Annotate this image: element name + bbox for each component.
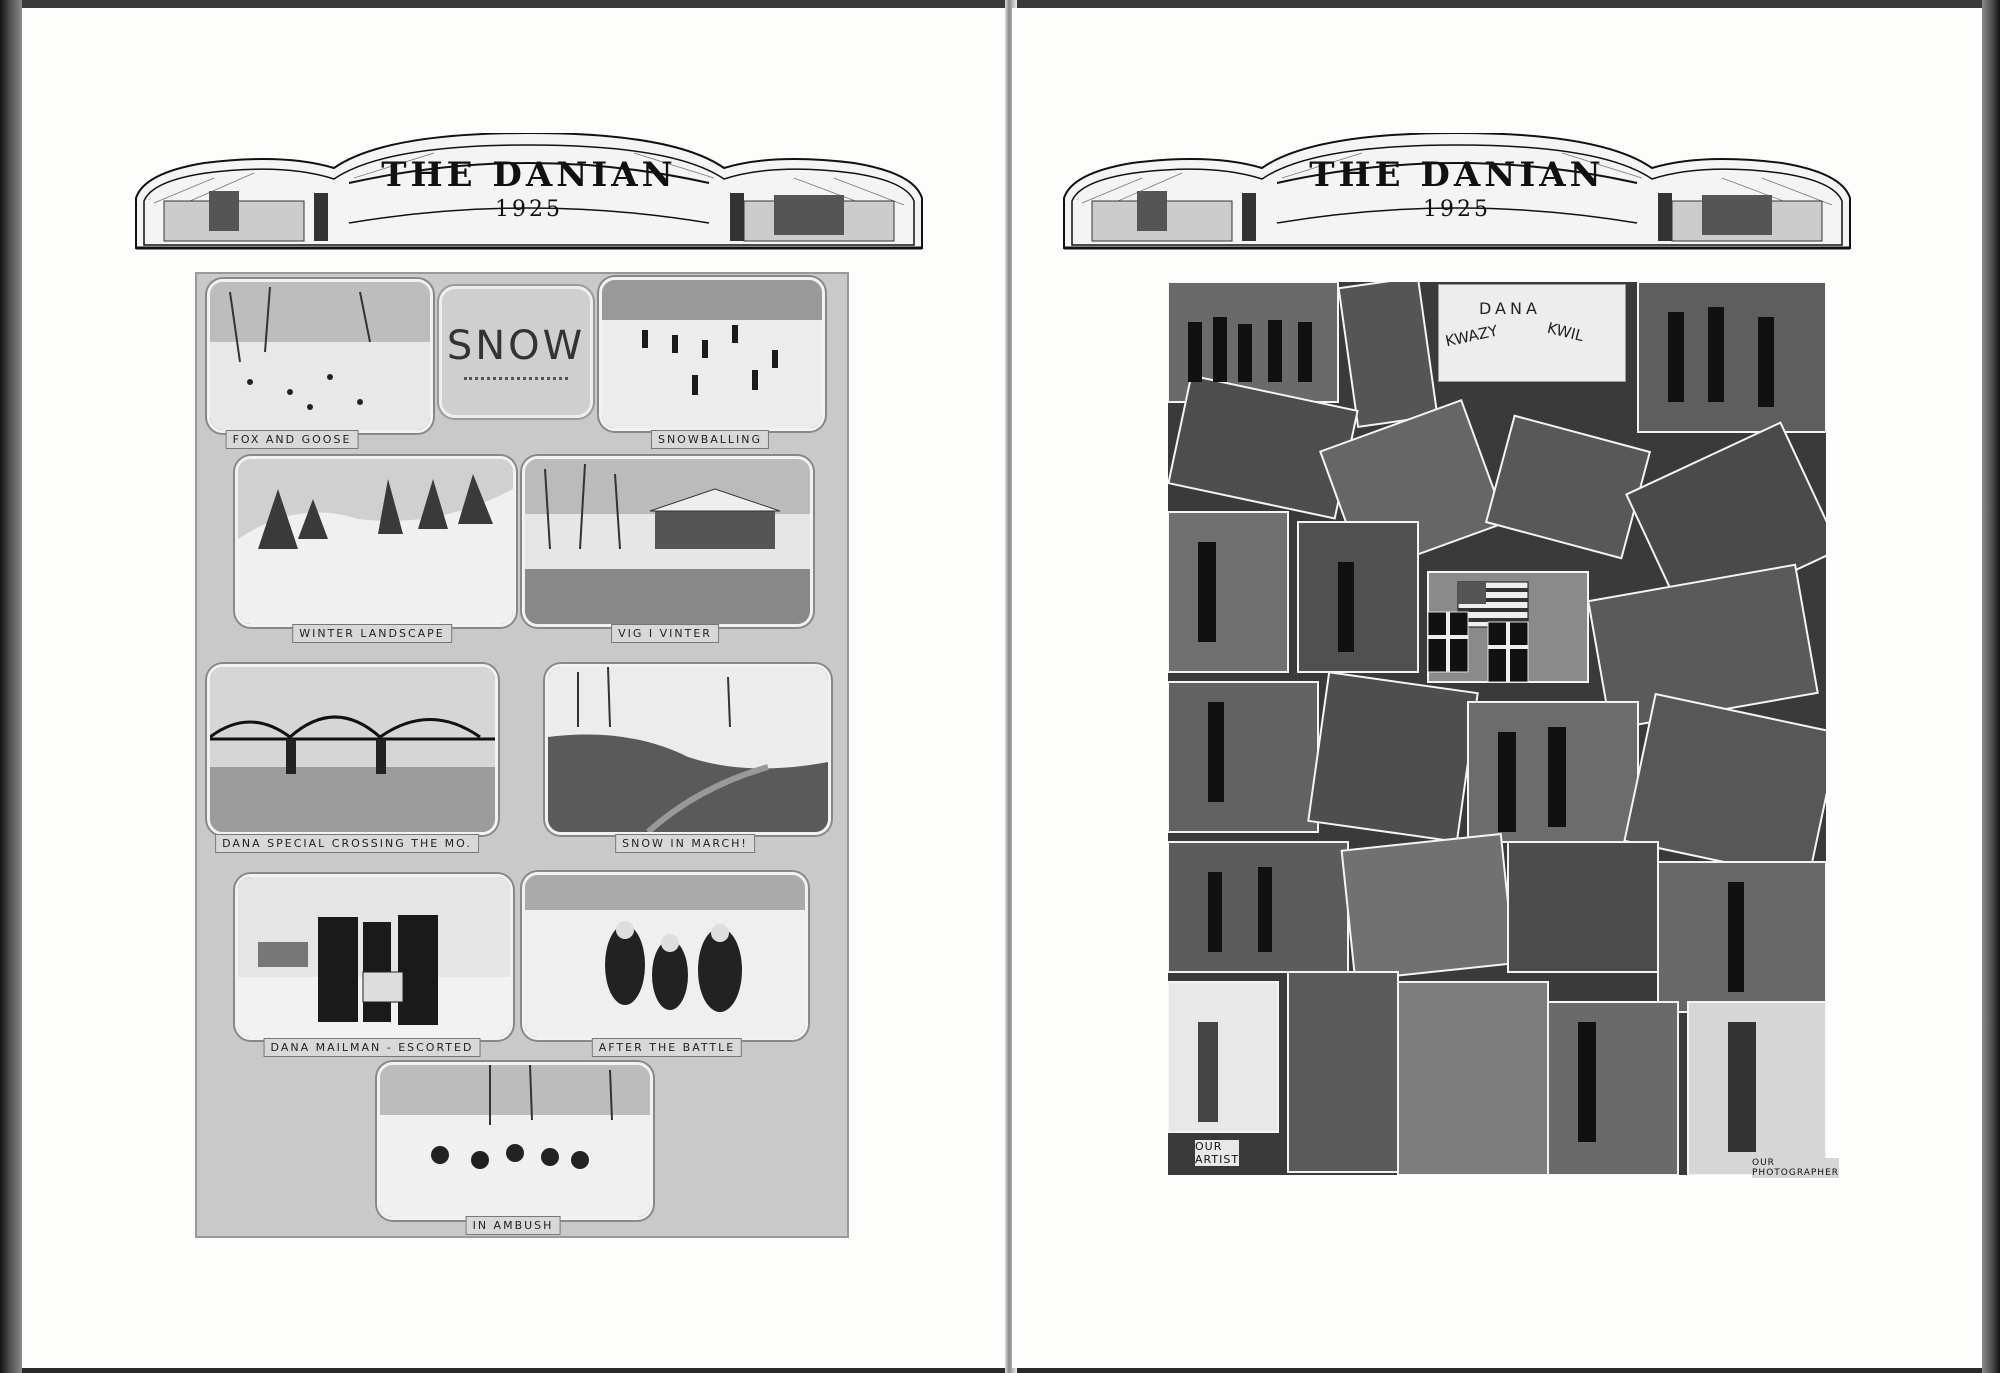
label-our-artist-line1: OUR xyxy=(1195,1140,1223,1153)
header-banner-left xyxy=(134,133,924,233)
book-cover-edge-right xyxy=(1982,0,2000,1373)
collage-photos xyxy=(1168,282,1826,1175)
label-our-artist xyxy=(1195,1140,1239,1166)
photo-in-ambush xyxy=(377,1062,653,1220)
caption-fox-and-goose: FOX AND GOOSE xyxy=(226,430,359,449)
snow-title-text: SNOW xyxy=(446,323,586,369)
caption-vig-i-vinter: VIG I VINTER xyxy=(611,624,719,643)
snow-underline xyxy=(464,377,568,386)
caption-winter-landscape: WINTER LANDSCAPE xyxy=(292,624,452,643)
photo-vig-i-vinter xyxy=(522,456,813,627)
book-cover-edge-left xyxy=(0,0,22,1373)
snow-title-tile xyxy=(439,286,593,418)
header-title: THE DANIAN xyxy=(381,155,677,195)
caption-snowballing: SNOWBALLING xyxy=(651,430,769,449)
photo-snow-in-march xyxy=(545,664,831,835)
photo-snowballing xyxy=(599,277,825,431)
photo-collage xyxy=(1168,282,1826,1175)
caption-dana-special: DANA SPECIAL CROSSING THE MO. xyxy=(215,834,479,853)
photo-dana-special-bridge xyxy=(207,664,498,835)
caption-dana-mailman: DANA MAILMAN - ESCORTED xyxy=(264,1038,481,1057)
header-title-right: THE DANIAN xyxy=(1309,155,1605,195)
photo-fox-and-goose xyxy=(207,279,433,433)
header-banner-right xyxy=(1062,133,1852,233)
photo-after-the-battle xyxy=(522,872,808,1040)
caption-in-ambush: IN AMBUSH xyxy=(466,1216,561,1235)
dana-kwazy-kwil-sign xyxy=(1438,284,1626,382)
caption-snow-in-march: SNOW IN MARCH! xyxy=(615,834,755,853)
header-year: 1925 xyxy=(495,197,563,222)
photo-winter-landscape xyxy=(235,456,516,627)
sign-line-dana: DANA xyxy=(1479,299,1541,318)
book-top-edge xyxy=(0,0,2000,8)
caption-after-the-battle: AFTER THE BATTLE xyxy=(592,1038,742,1057)
label-our-photographer-line2: PHOTOGRAPHER xyxy=(1752,1168,1840,1178)
snow-photo-board xyxy=(195,272,849,1238)
label-our-photographer-line1: OUR xyxy=(1752,1158,1775,1168)
photo-dana-mailman xyxy=(235,874,513,1040)
sign-line-kwazy: KWAZY xyxy=(1443,321,1500,351)
header-year-right: 1925 xyxy=(1423,197,1491,222)
label-our-artist-line2: ARTIST xyxy=(1195,1153,1240,1166)
sign-line-kwil: KWIL xyxy=(1545,318,1586,346)
label-our-photographer xyxy=(1752,1158,1839,1178)
